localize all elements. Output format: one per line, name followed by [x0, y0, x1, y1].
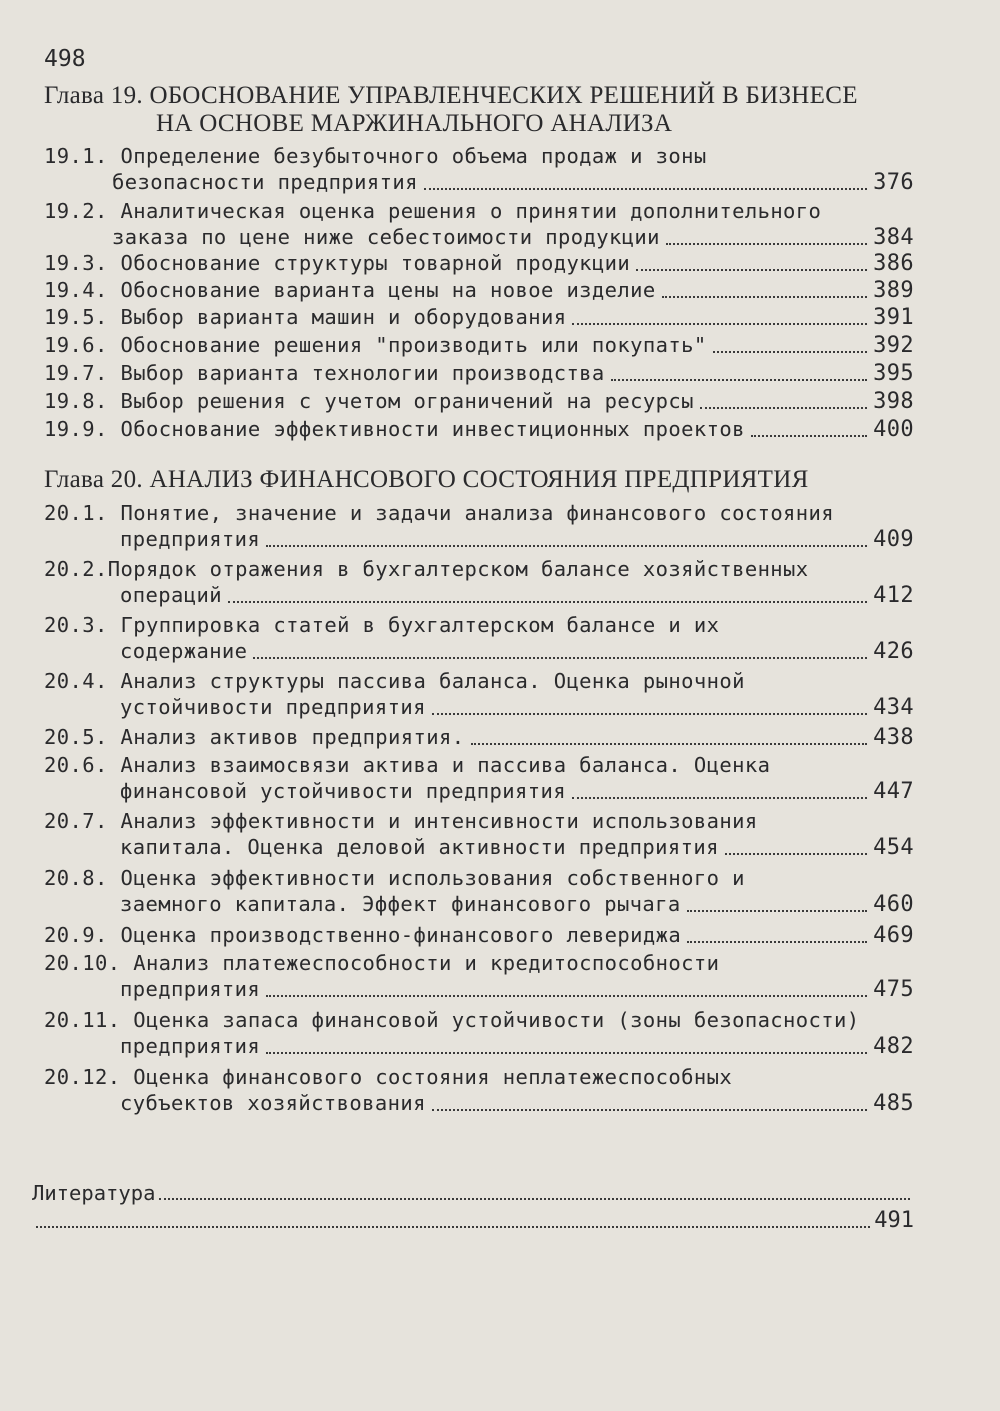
toc-entry-19-2	[44, 198, 914, 251]
entry-title-cont: заемного капитала. Эффект финансового рычага	[120, 892, 681, 916]
chapter-20-heading	[44, 466, 944, 494]
entry-page: 438	[873, 725, 914, 750]
entry-page: 434	[873, 695, 914, 720]
entry-title: Группировка статей в бухгалтерском балансе и их	[120, 613, 720, 637]
chapter-19-heading	[44, 82, 944, 138]
entry-page: 392	[873, 333, 914, 358]
page-number: 498	[44, 46, 86, 72]
entry-title-cont: капитала. Оценка деловой активности предприятия	[120, 835, 719, 859]
entry-page: 376	[873, 170, 914, 195]
entry-number: 19.7.	[44, 361, 108, 385]
entry-page: 485	[873, 1091, 914, 1116]
dot-leader	[611, 379, 867, 381]
entry-page: 400	[873, 417, 914, 442]
dot-leader	[572, 323, 867, 325]
entry-page: 398	[873, 389, 914, 414]
entry-title: Выбор решения с учетом ограничений на ресурсы	[120, 389, 694, 413]
entry-page: 469	[873, 923, 914, 948]
chapter-19-title-line2: НА ОСНОВЕ МАРЖИНАЛЬНОГО АНАЛИЗА	[156, 110, 673, 137]
dot-leader	[228, 601, 867, 603]
entry-title: Определение безубыточного объема продаж и зоны	[120, 144, 707, 168]
entry-title-cont: операций	[120, 583, 222, 607]
entry-title-cont: предприятия	[120, 1034, 261, 1058]
entry-number: 20.5.	[44, 725, 108, 749]
entry-title: Обоснование варианта цены на новое изделие	[120, 278, 656, 302]
entry-title: Анализ структуры пассива баланса. Оценка рыночной	[120, 669, 745, 693]
entry-page: 412	[873, 583, 914, 608]
dot-leader	[266, 995, 867, 997]
toc-entry-20-7	[44, 808, 914, 861]
dot-leader	[432, 713, 867, 715]
entry-title: Анализ платежеспособности и кредитоспособности	[133, 951, 720, 975]
entry-number: 20.12.	[44, 1065, 121, 1089]
entry-title-cont: содержание	[120, 639, 248, 663]
dot-leader	[471, 743, 868, 745]
entry-title-cont: безопасности предприятия	[112, 170, 418, 194]
toc-entry-19-8	[44, 388, 914, 415]
dot-leader	[432, 1109, 867, 1111]
entry-number: 19.3.	[44, 251, 108, 275]
toc-entry-19-4	[44, 277, 914, 304]
toc-entry-19-9	[44, 416, 914, 443]
dot-leader	[636, 269, 867, 271]
entry-page: 454	[873, 835, 914, 860]
entry-number: 20.1.	[44, 501, 108, 525]
dot-leader	[725, 853, 867, 855]
toc-entry-19-5	[44, 304, 914, 331]
dot-leader	[687, 941, 867, 943]
entry-number: 20.7.	[44, 809, 108, 833]
toc-entry-20-12	[44, 1064, 914, 1117]
entry-page: 447	[873, 779, 914, 804]
entry-number: 19.1.	[44, 144, 108, 168]
chapter-19-title-line1: Глава 19. ОБОСНОВАНИЕ УПРАВЛЕНЧЕСКИХ РЕШЕНИЙ В БИЗНЕСЕ	[44, 82, 858, 109]
entry-page: 482	[873, 1034, 914, 1059]
toc-entry-19-7	[44, 360, 914, 387]
entry-number: 19.6.	[44, 333, 108, 357]
entry-title-cont: предприятия	[120, 527, 261, 551]
toc-entry-19-1	[44, 143, 914, 196]
entry-number: 20.2.	[44, 557, 108, 581]
dot-leader	[662, 296, 867, 298]
dot-leader	[266, 1052, 867, 1054]
entry-number: 20.10.	[44, 951, 121, 975]
entry-number: 19.2.	[44, 199, 108, 223]
toc-entry-20-6	[44, 752, 914, 805]
entry-number: 20.8.	[44, 866, 108, 890]
dot-leader	[687, 910, 867, 912]
toc-entry-20-4	[44, 668, 914, 721]
entry-number: 20.4.	[44, 669, 108, 693]
dot-leader	[36, 1226, 870, 1228]
entry-title-cont: предприятия	[120, 977, 261, 1001]
entry-page: 426	[873, 639, 914, 664]
dot-leader	[572, 797, 867, 799]
toc-entry-20-10	[44, 950, 914, 1003]
entry-page: 475	[873, 977, 914, 1002]
dot-leader	[700, 407, 867, 409]
toc-entry-20-9	[44, 922, 914, 949]
literature-label: Литература	[32, 1181, 156, 1205]
entry-title: Оценка эффективности использования собственного и	[120, 866, 745, 890]
dot-leader	[666, 243, 867, 245]
entry-title: Анализ эффективности и интенсивности использования	[120, 809, 758, 833]
entry-title: Оценка финансового состояния неплатежеспособных	[133, 1065, 733, 1089]
entry-page: 389	[873, 278, 914, 303]
entry-page: 386	[873, 251, 914, 276]
literature-page: 491	[874, 1208, 914, 1233]
entry-title-cont: заказа по цене ниже себестоимости продукции	[112, 225, 660, 249]
chapter-20-title: Глава 20. АНАЛИЗ ФИНАНСОВОГО СОСТОЯНИЯ ПРЕДПРИЯТИЯ	[44, 466, 809, 493]
entry-page: 384	[873, 225, 914, 250]
entry-title: Аналитическая оценка решения о принятии дополнительного	[120, 199, 822, 223]
entry-page: 395	[873, 361, 914, 386]
dot-leader	[266, 545, 867, 547]
entry-title: Понятие, значение и задачи анализа финансового состояния	[120, 501, 835, 525]
toc-entry-20-1	[44, 500, 914, 553]
toc-entry-20-3	[44, 612, 914, 665]
toc-entry-20-2	[44, 556, 914, 609]
entry-number: 20.9.	[44, 923, 108, 947]
entry-title-cont: устойчивости предприятия	[120, 695, 426, 719]
entry-title: Выбор варианта технологии производства	[120, 361, 605, 385]
entry-title: Оценка производственно-финансового левериджа	[120, 923, 682, 947]
entry-title: Анализ взаимосвязи актива и пассива баланса. Оценка	[120, 753, 771, 777]
entry-number: 19.5.	[44, 305, 108, 329]
entry-number: 19.4.	[44, 278, 108, 302]
entry-title: Выбор варианта машин и оборудования	[120, 305, 567, 329]
entry-number: 19.8.	[44, 389, 108, 413]
entry-title: Обоснование решения "производить или покупать"	[120, 333, 707, 357]
entry-number: 20.6.	[44, 753, 108, 777]
dot-leader	[253, 657, 867, 659]
entry-title-cont: финансовой устойчивости предприятия	[120, 779, 566, 803]
dot-leader	[159, 1198, 910, 1200]
toc-entry-19-6	[44, 332, 914, 359]
entry-page: 409	[873, 527, 914, 552]
toc-entry-19-3	[44, 250, 914, 277]
entry-title: Обоснование структуры товарной продукции	[120, 251, 631, 275]
toc-entry-20-5	[44, 724, 914, 751]
entry-number: 20.11.	[44, 1008, 121, 1032]
dot-leader	[751, 435, 867, 437]
dot-leader	[424, 188, 867, 190]
entry-title: Оценка запаса финансовой устойчивости (зоны безопасности)	[133, 1008, 860, 1032]
toc-entry-20-8	[44, 865, 914, 918]
entry-page: 460	[873, 892, 914, 917]
dot-leader	[713, 351, 867, 353]
entry-number: 19.9.	[44, 417, 108, 441]
toc-entry-20-11	[44, 1007, 914, 1060]
entry-title: Порядок отражения в бухгалтерском балансе хозяйственных	[107, 557, 809, 581]
entry-title: Обоснование эффективности инвестиционных проектов	[120, 417, 745, 441]
entry-title-cont: субъектов хозяйствования	[120, 1091, 426, 1115]
entry-title: Анализ активов предприятия.	[120, 725, 465, 749]
toc-entry-literature	[32, 1180, 914, 1234]
entry-page: 391	[873, 305, 914, 330]
entry-number: 20.3.	[44, 613, 108, 637]
